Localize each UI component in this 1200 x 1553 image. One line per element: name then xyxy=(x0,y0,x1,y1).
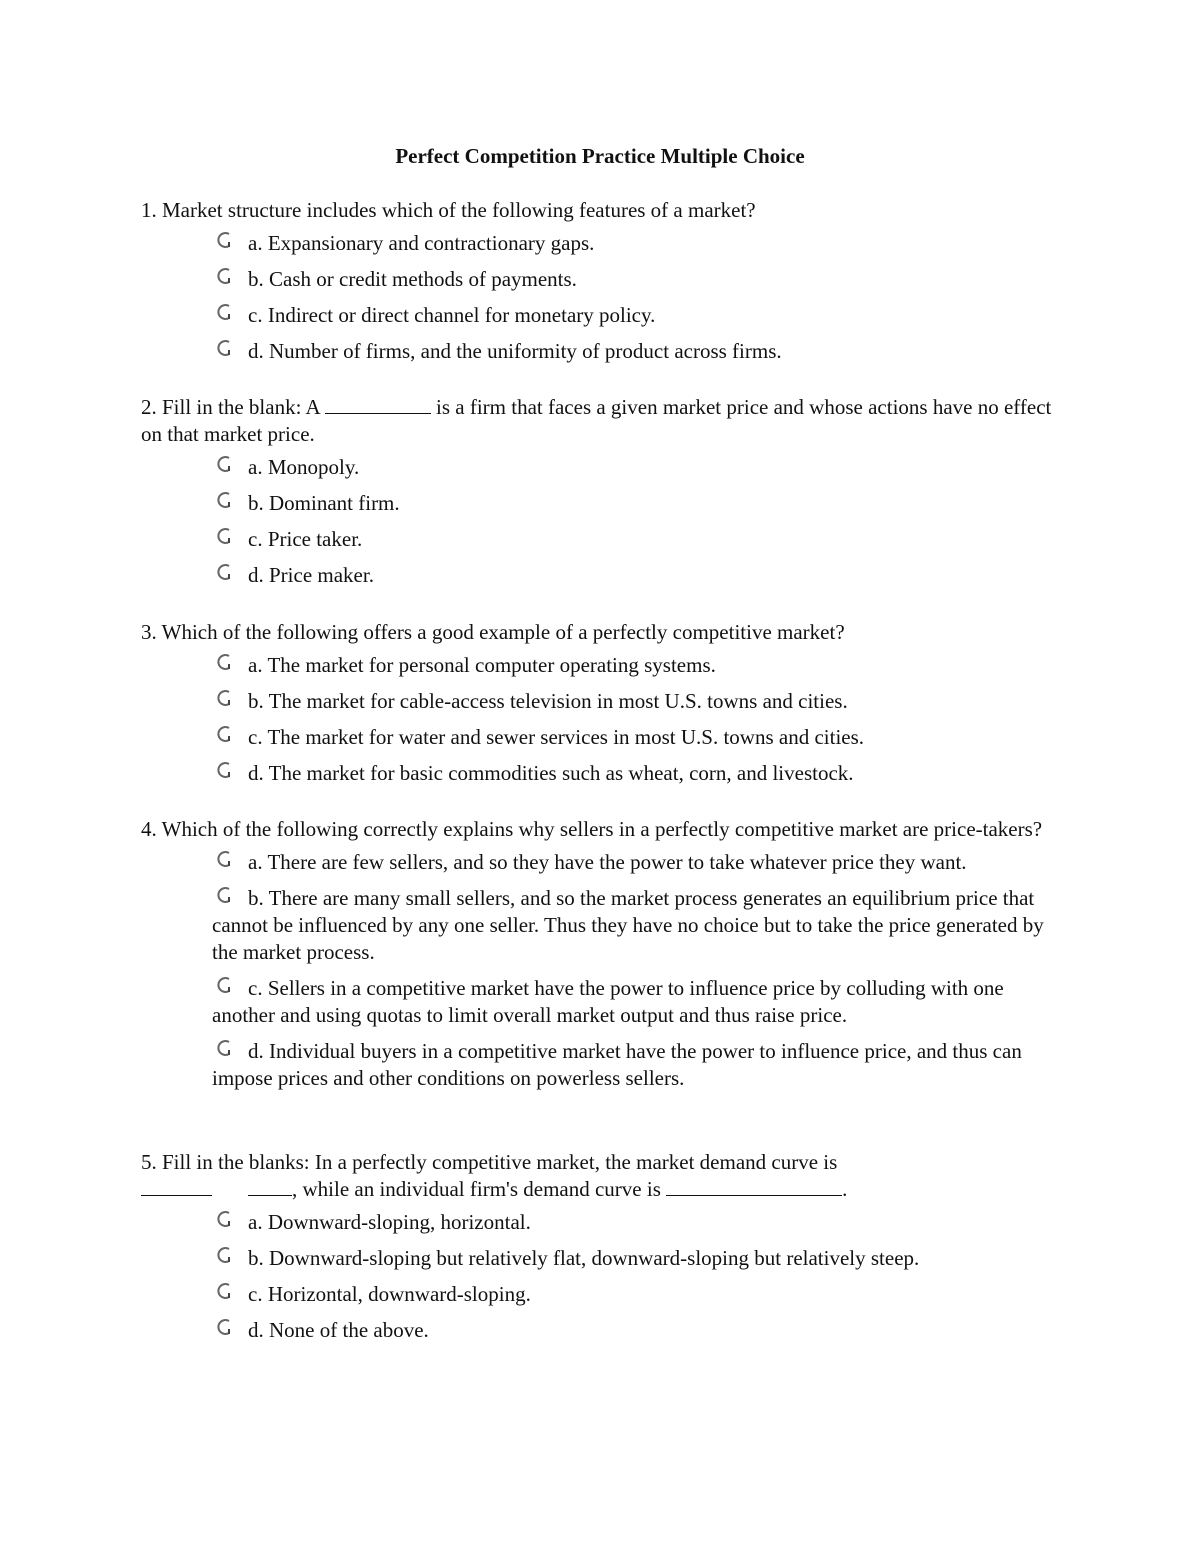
answer-option-d[interactable] xyxy=(141,562,1061,589)
radio-button-icon[interactable] xyxy=(214,1317,234,1337)
answer-option-label: c. Horizontal, downward-sloping. xyxy=(248,1282,531,1306)
question-text-start: 5. Fill in the blanks: In a perfectly competitive market, the market demand curve is xyxy=(141,1150,838,1174)
question-5 xyxy=(141,1149,1061,1353)
answer-option-label: d. None of the above. xyxy=(248,1318,429,1342)
question-text: 1. Market structure includes which of the following features of a market? xyxy=(141,198,756,222)
radio-button-icon[interactable] xyxy=(214,562,234,582)
answer-option-label: b. The market for cable-access television in most U.S. towns and cities. xyxy=(248,689,848,713)
radio-button-icon[interactable] xyxy=(214,1038,234,1058)
answer-option-b[interactable] xyxy=(141,266,1061,293)
radio-button-icon[interactable] xyxy=(214,230,234,250)
answer-blank-3 xyxy=(666,1177,842,1196)
answer-option-label: b. Downward-sloping but relatively flat, downward-sloping but relatively steep. xyxy=(248,1246,920,1270)
answer-option-b[interactable] xyxy=(141,490,1061,517)
answer-option-c[interactable] xyxy=(141,724,1061,751)
answer-option-label: b. There are many small sellers, and so the market process generates an equilibrium price that cannot be influenced by any one seller. Thus they have no choice but to take the price generated by the market process. xyxy=(212,886,1044,964)
radio-button-icon[interactable] xyxy=(214,849,234,869)
radio-button-icon[interactable] xyxy=(214,1209,234,1229)
answer-option-c[interactable] xyxy=(141,975,1061,1029)
question-4 xyxy=(141,816,1061,1101)
answer-option-b[interactable] xyxy=(141,885,1061,966)
answer-option-label: a. Downward-sloping, horizontal. xyxy=(248,1210,531,1234)
question-text: 4. Which of the following correctly explains why sellers in a perfectly competitive market are price-takers? xyxy=(141,817,1043,841)
radio-button-icon[interactable] xyxy=(214,885,234,905)
answer-option-label: a. There are few sellers, and so they have the power to take whatever price they want. xyxy=(248,850,967,874)
radio-button-icon[interactable] xyxy=(214,490,234,510)
answer-option-label: d. The market for basic commodities such as wheat, corn, and livestock. xyxy=(248,761,854,785)
question-3 xyxy=(141,619,1061,796)
question-text xyxy=(141,1149,1061,1203)
answer-option-c[interactable] xyxy=(141,302,1061,329)
answer-option-label: c. Price taker. xyxy=(248,527,363,551)
question-1 xyxy=(141,197,1061,374)
answer-options xyxy=(141,849,1061,1092)
answer-option-b[interactable] xyxy=(141,688,1061,715)
question-text-middle: , while an individual firm's demand curve is xyxy=(292,1177,667,1201)
radio-button-icon[interactable] xyxy=(214,1245,234,1265)
radio-button-icon[interactable] xyxy=(214,724,234,744)
answer-option-a[interactable] xyxy=(141,1209,1061,1236)
answer-blank xyxy=(325,395,431,414)
question-text-end: . xyxy=(842,1177,848,1201)
answer-option-label: a. Expansionary and contractionary gaps. xyxy=(248,231,595,255)
answer-option-b[interactable] xyxy=(141,1245,1061,1272)
radio-button-icon[interactable] xyxy=(214,1281,234,1301)
answer-option-d[interactable] xyxy=(141,760,1061,787)
answer-option-a[interactable] xyxy=(141,652,1061,679)
answer-option-d[interactable] xyxy=(141,338,1061,365)
answer-options xyxy=(141,454,1061,589)
answer-option-c[interactable] xyxy=(141,1281,1061,1308)
answer-option-label: d. Number of firms, and the uniformity of product across firms. xyxy=(248,339,782,363)
answer-option-d[interactable] xyxy=(141,1038,1061,1092)
question-text-start: 2. Fill in the blank: A xyxy=(141,395,325,419)
page-title: Perfect Competition Practice Multiple Choice xyxy=(395,144,805,168)
question-text: 3. Which of the following offers a good example of a perfectly competitive market? xyxy=(141,620,845,644)
answer-blank-2 xyxy=(248,1177,292,1196)
answer-option-c[interactable] xyxy=(141,526,1061,553)
answer-option-a[interactable] xyxy=(141,454,1061,481)
answer-option-label: d. Individual buyers in a competitive market have the power to influence price, and thus can impose prices and other conditions on powerless sellers. xyxy=(212,1039,1022,1090)
answer-options xyxy=(141,1209,1061,1344)
answer-option-label: b. Cash or credit methods of payments. xyxy=(248,267,577,291)
answer-option-a[interactable] xyxy=(141,230,1061,257)
answer-option-label: c. Indirect or direct channel for monetary policy. xyxy=(248,303,656,327)
answer-option-label: c. The market for water and sewer services in most U.S. towns and cities. xyxy=(248,725,865,749)
radio-button-icon[interactable] xyxy=(214,266,234,286)
answer-option-label: a. The market for personal computer operating systems. xyxy=(248,653,716,677)
answer-option-label: c. Sellers in a competitive market have the power to influence price by colluding with one another and using quotas to limit overall market output and thus raise price. xyxy=(212,976,1004,1027)
question-text xyxy=(141,394,1061,448)
question-text-end: is a firm that faces a given market price and whose actions have no effect on that market price. xyxy=(141,395,1052,446)
answer-option-a[interactable] xyxy=(141,849,1061,876)
radio-button-icon[interactable] xyxy=(214,760,234,780)
radio-button-icon[interactable] xyxy=(214,454,234,474)
radio-button-icon[interactable] xyxy=(214,975,234,995)
answer-blank-1 xyxy=(141,1177,212,1196)
answer-options xyxy=(141,230,1061,365)
radio-button-icon[interactable] xyxy=(214,302,234,322)
question-2 xyxy=(141,394,1061,598)
radio-button-icon[interactable] xyxy=(214,688,234,708)
radio-button-icon[interactable] xyxy=(214,526,234,546)
answer-option-label: d. Price maker. xyxy=(248,563,374,587)
answer-option-label: b. Dominant firm. xyxy=(248,491,400,515)
answer-option-d[interactable] xyxy=(141,1317,1061,1344)
radio-button-icon[interactable] xyxy=(214,338,234,358)
answer-options xyxy=(141,652,1061,787)
radio-button-icon[interactable] xyxy=(214,652,234,672)
answer-option-label: a. Monopoly. xyxy=(248,455,360,479)
